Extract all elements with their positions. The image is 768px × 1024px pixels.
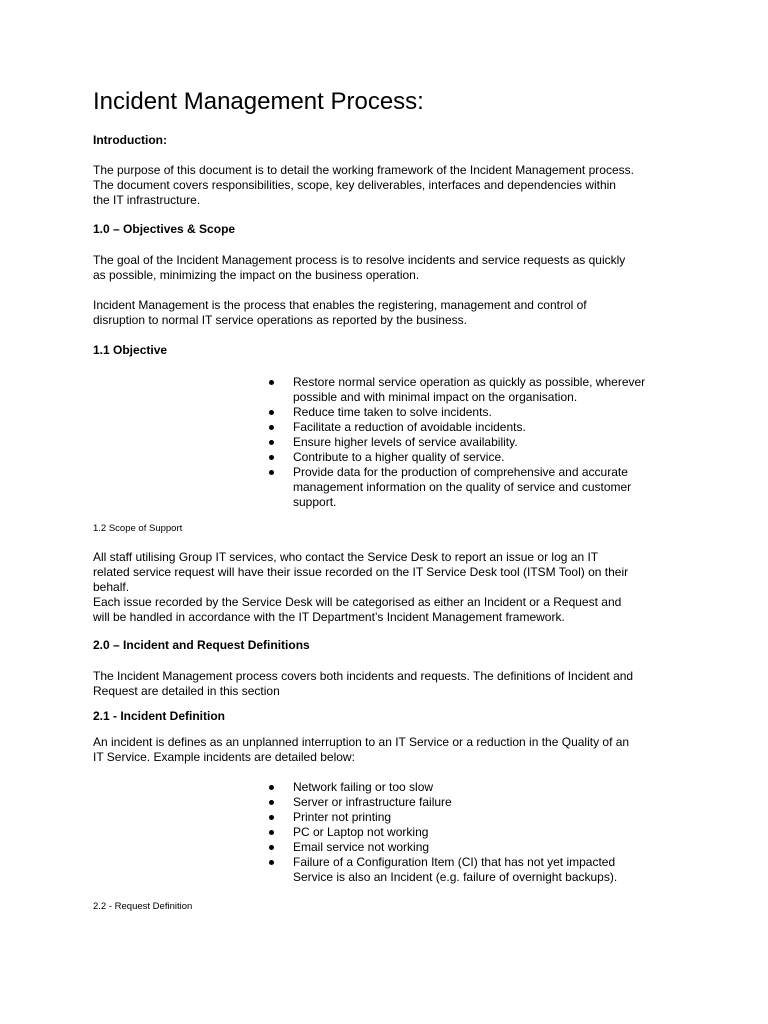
bullet-icon — [269, 815, 274, 820]
bullet-icon — [269, 380, 274, 385]
bullet-icon — [269, 425, 274, 430]
goal-paragraph: The goal of the Incident Management process is to resolve incidents and service requests as quickly as possible, minimizing the impact on the business operation. — [93, 253, 626, 282]
list-item: Provide data for the production of comprehensive and accurate management information on the quality of service and customer support. — [269, 465, 669, 510]
page-title: Incident Management Process: — [93, 88, 424, 115]
list-item: Server or infrastructure failure — [269, 795, 669, 810]
list-item: Printer not printing — [269, 810, 669, 825]
objective-list — [269, 375, 669, 510]
scope-of-support-heading: 1.2 Scope of Support — [93, 523, 183, 534]
list-item: Contribute to a higher quality of service. — [269, 450, 669, 465]
incident-definition-text: An incident is defines as an unplanned interruption to an IT Service or a reduction in the Quality of an IT Service. Example incidents are detailed below: — [93, 735, 630, 764]
list-item: Ensure higher levels of service availability. — [269, 435, 669, 450]
bullet-icon — [269, 860, 274, 865]
bullet-icon — [269, 410, 274, 415]
bullet-icon — [269, 470, 274, 475]
bullet-icon — [269, 455, 274, 460]
definitions-heading: 2.0 – Incident and Request Definitions — [93, 638, 310, 652]
bullet-icon — [269, 830, 274, 835]
bullet-icon — [269, 845, 274, 850]
list-item: Facilitate a reduction of avoidable incidents. — [269, 420, 669, 435]
objective-heading: 1.1 Objective — [93, 343, 168, 357]
list-item: Restore normal service operation as quickly as possible, wherever possible and with minimal impact on the organisation. — [269, 375, 669, 405]
list-item: PC or Laptop not working — [269, 825, 669, 840]
list-item: Reduce time taken to solve incidents. — [269, 405, 669, 420]
bullet-icon — [269, 785, 274, 790]
list-item: Network failing or too slow — [269, 780, 669, 795]
introduction-heading: Introduction: — [93, 133, 167, 147]
objectives-scope-heading: 1.0 – Objectives & Scope — [93, 222, 236, 236]
incident-examples-list — [269, 780, 669, 885]
bullet-icon — [269, 440, 274, 445]
request-definition-heading: 2.2 - Request Definition — [93, 901, 193, 912]
list-item: Email service not working — [269, 840, 669, 855]
list-item: Failure of a Configuration Item (CI) that has not yet impacted Service is also an Incident (e.g. failure of overnight backups). — [269, 855, 669, 885]
scope-of-support-text: All staff utilising Group IT services, who contact the Service Desk to report an issue or log an IT related service request will have their issue recorded on the IT Service Desk tool (ITSM Tool) on their behalf. Each issue recorded by the Service Desk will be categorised as either an Incident or a Request and will be handled in accordance with the IT Department’s Incident Management framework. — [93, 550, 629, 624]
incident-definition-heading: 2.1 - Incident Definition — [93, 709, 226, 723]
definitions-text: The Incident Management process covers both incidents and requests. The definitions of Incident and Request are detailed in this section — [93, 669, 634, 698]
definition-paragraph: Incident Management is the process that enables the registering, management and control of disruption to normal IT service operations as reported by the business. — [93, 298, 587, 327]
introduction-text: The purpose of this document is to detail the working framework of the Incident Management process. The document covers responsibilities, scope, key deliverables, interfaces and dependencies within the IT infrastructure. — [93, 163, 634, 207]
bullet-icon — [269, 800, 274, 805]
